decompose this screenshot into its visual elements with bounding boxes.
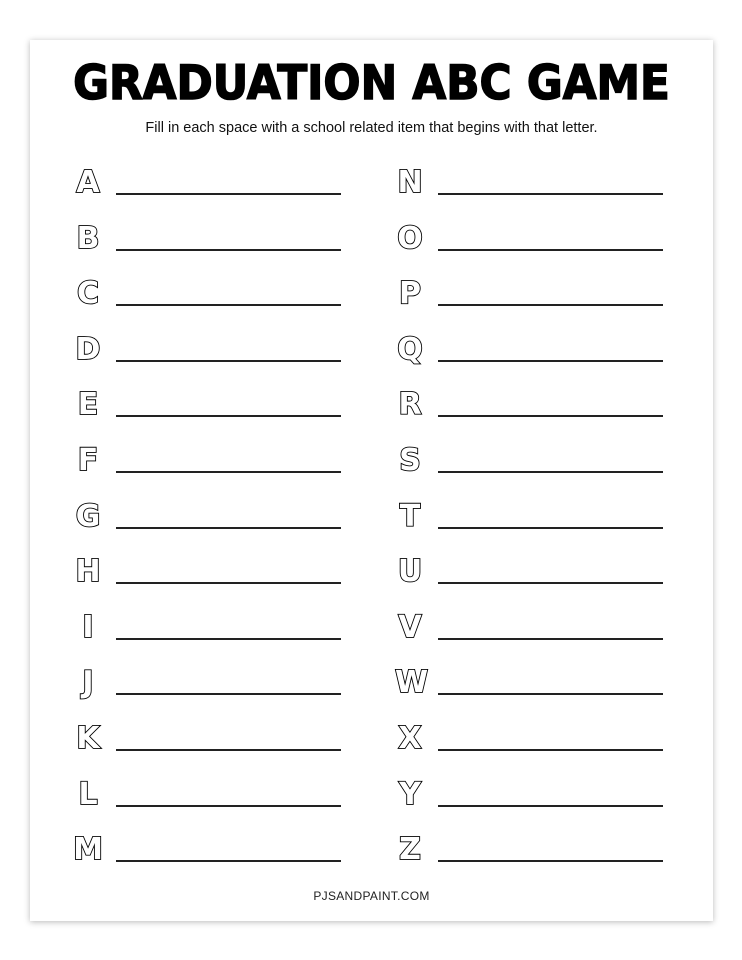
website-footer: PJSANDPAINT.COM xyxy=(313,889,430,903)
page-title: GRADUATION ABC GAME xyxy=(73,56,670,111)
letter-label: R xyxy=(398,387,422,423)
answer-line[interactable] xyxy=(116,471,341,473)
answer-line[interactable] xyxy=(116,193,341,195)
letter-label: N xyxy=(397,165,423,200)
letter-label: V xyxy=(398,609,422,645)
answer-line[interactable] xyxy=(438,471,663,473)
letter-label: S xyxy=(399,443,421,478)
answer-line[interactable] xyxy=(438,527,663,529)
letter-label: K xyxy=(76,721,100,756)
letter-label: M xyxy=(73,832,103,868)
letter-label: F xyxy=(77,443,99,478)
letter-label: B xyxy=(76,220,100,256)
letter-label: W xyxy=(395,665,429,701)
letter-label: P xyxy=(399,276,421,312)
answer-line[interactable] xyxy=(438,638,663,640)
letter-label: L xyxy=(78,776,98,812)
answer-line[interactable] xyxy=(438,193,663,195)
letter-label: U xyxy=(397,554,423,590)
answer-line[interactable] xyxy=(116,693,341,695)
letter-label: H xyxy=(75,554,101,590)
answer-line[interactable] xyxy=(438,749,663,751)
answer-line[interactable] xyxy=(116,360,341,362)
letter-label: A xyxy=(76,165,100,200)
instructions: Fill in each space with a school related item that begins with that letter. xyxy=(145,120,598,136)
answer-line[interactable] xyxy=(116,249,341,251)
answer-line[interactable] xyxy=(438,693,663,695)
answer-line[interactable] xyxy=(116,805,341,807)
letter-label: D xyxy=(75,331,101,367)
letter-label: I xyxy=(82,609,94,645)
answer-line[interactable] xyxy=(438,582,663,584)
answer-line[interactable] xyxy=(116,860,341,862)
letter-label: G xyxy=(75,498,101,534)
answer-line[interactable] xyxy=(438,805,663,807)
letter-label: O xyxy=(397,220,423,256)
letter-label: C xyxy=(76,276,100,312)
letter-label: E xyxy=(77,387,99,423)
letter-label: T xyxy=(399,498,421,534)
answer-line[interactable] xyxy=(116,638,341,640)
answer-line[interactable] xyxy=(438,415,663,417)
letter-label: J xyxy=(82,665,94,701)
answer-line[interactable] xyxy=(116,304,341,306)
letter-label: Y xyxy=(399,776,421,812)
answer-line[interactable] xyxy=(116,415,341,417)
letter-label: Z xyxy=(399,832,421,868)
answer-line[interactable] xyxy=(116,527,341,529)
answer-line[interactable] xyxy=(438,360,663,362)
letter-label: X xyxy=(398,721,422,756)
letter-label: Q xyxy=(397,331,423,367)
answer-line[interactable] xyxy=(438,304,663,306)
answer-line[interactable] xyxy=(116,749,341,751)
answer-line[interactable] xyxy=(116,582,341,584)
answer-line[interactable] xyxy=(438,249,663,251)
answer-line[interactable] xyxy=(438,860,663,862)
worksheet-page xyxy=(30,40,713,921)
